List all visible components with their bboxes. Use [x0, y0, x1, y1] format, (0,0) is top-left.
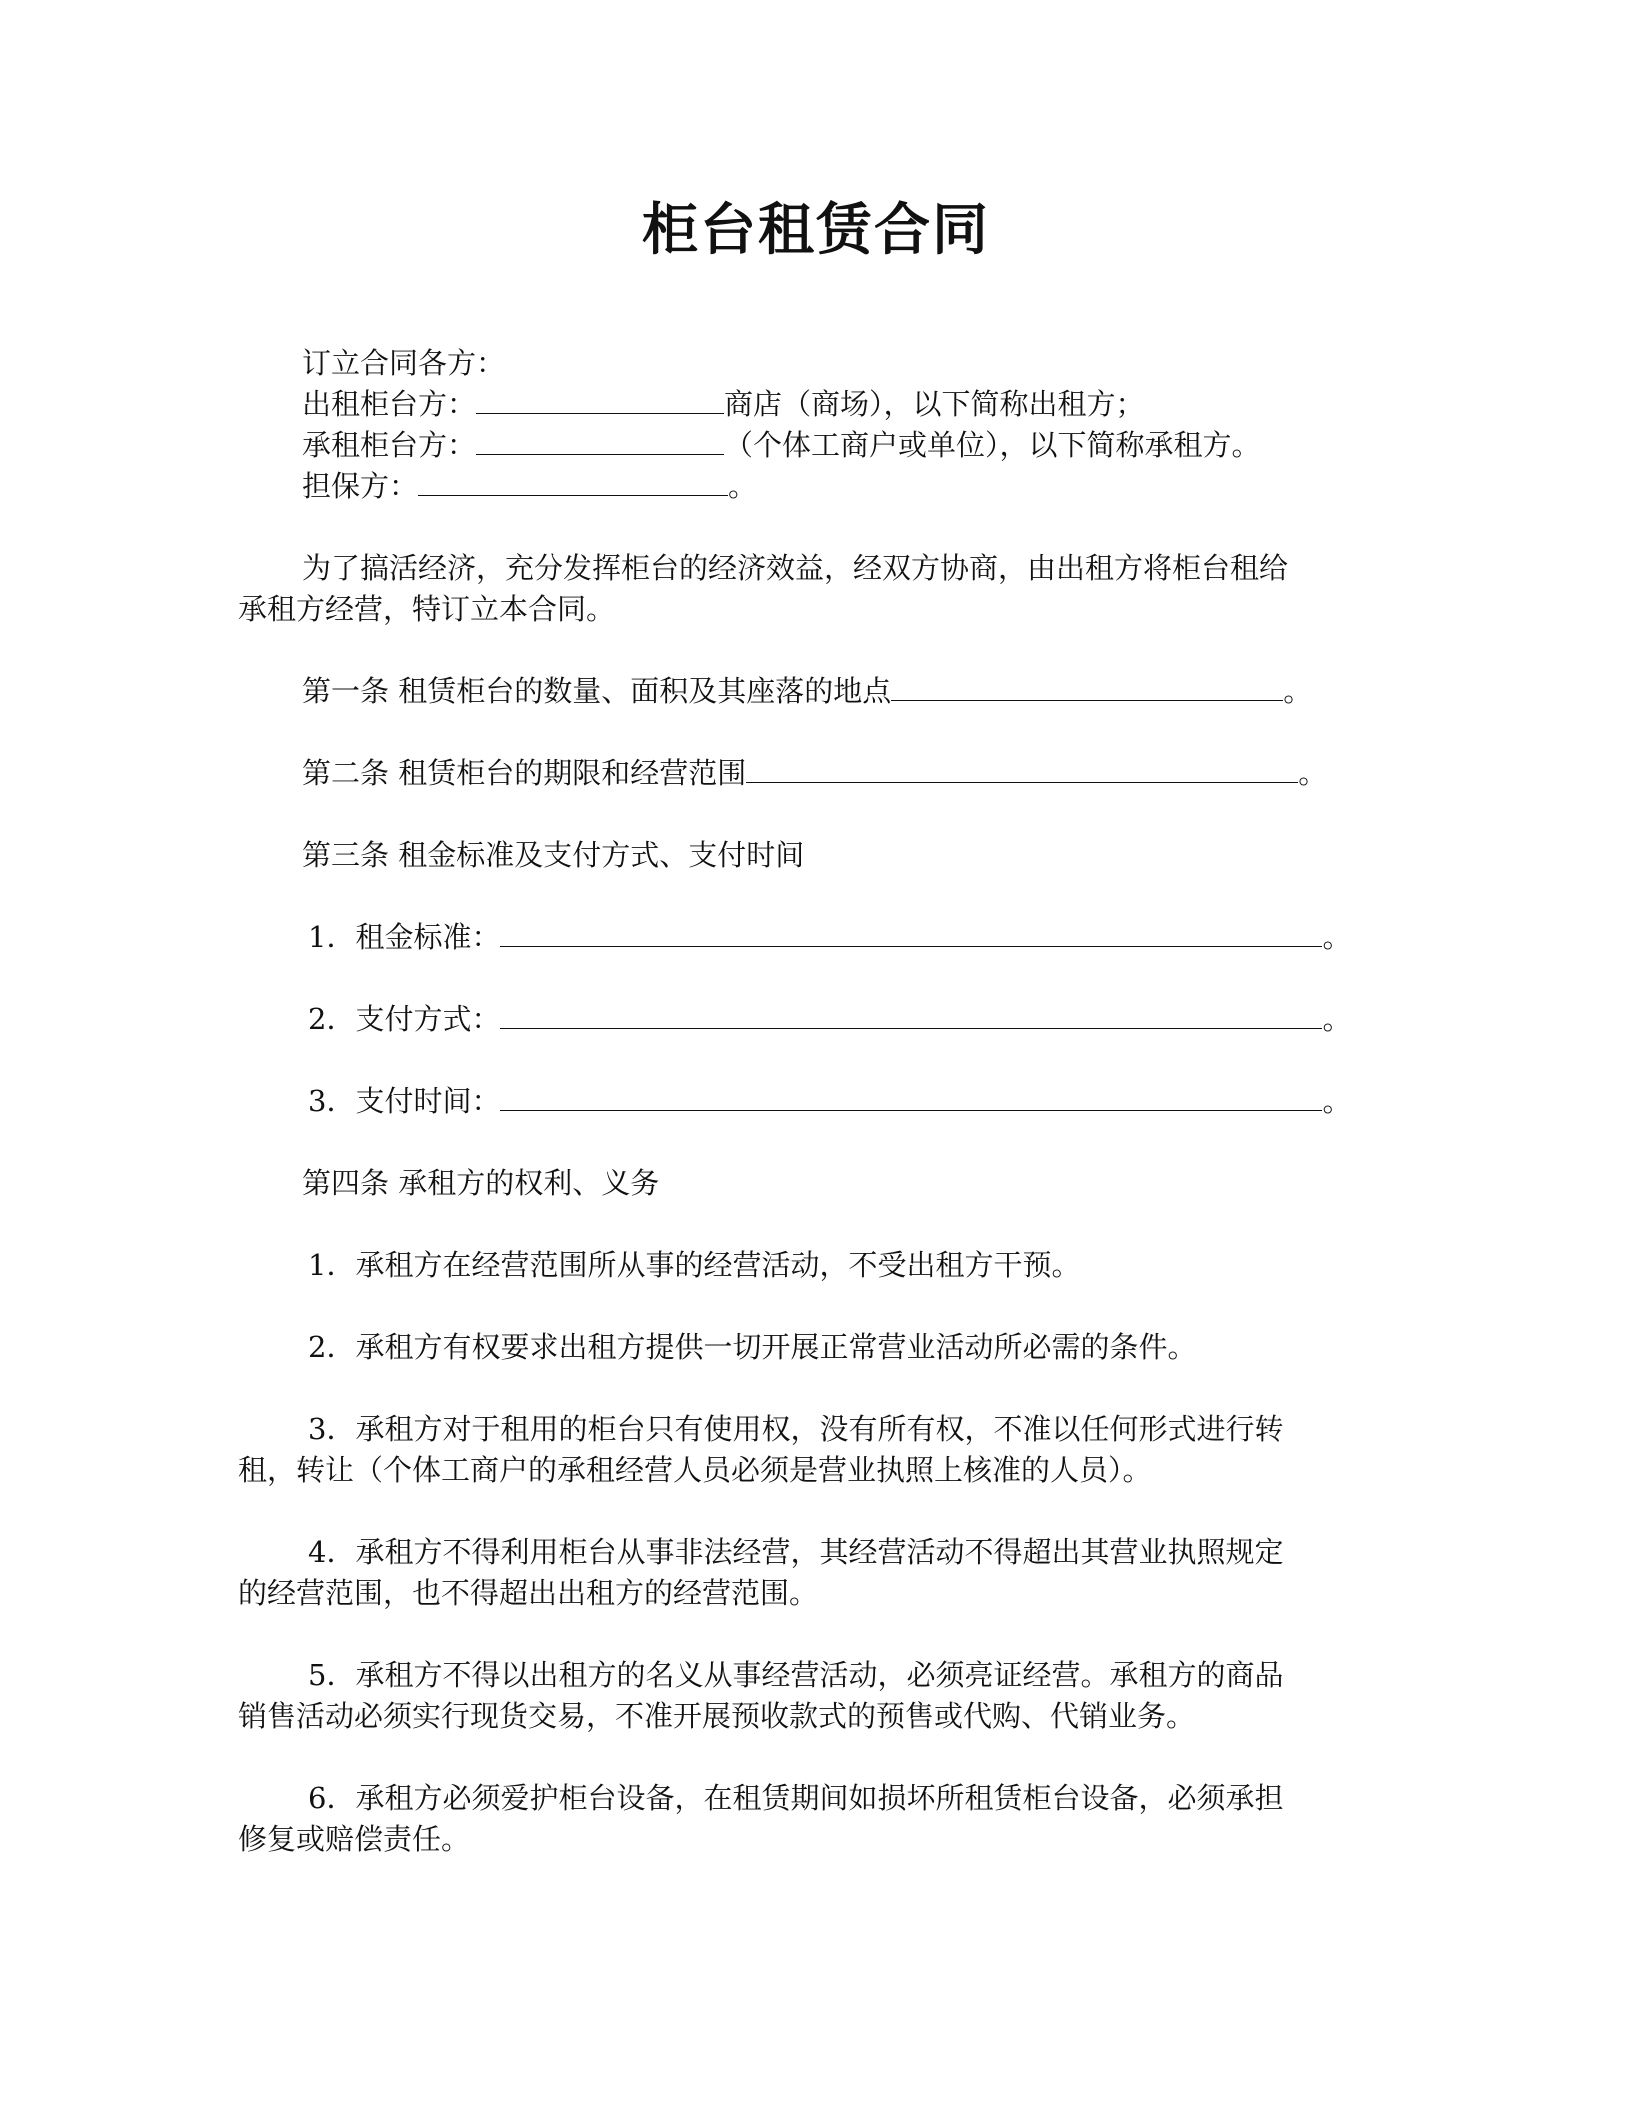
lessor-blank	[476, 385, 724, 414]
guarantor-suffix: 。	[728, 469, 758, 503]
article-4-item-5-line-2: 销售活动必须实行现货交易，不准开展预收款式的预售或代购、代销业务。	[238, 1699, 1196, 1733]
article-2	[302, 753, 1327, 793]
article-4-item-3-line-1: 3．承租方对于租用的柜台只有使用权，没有所有权，不准以任何形式进行转	[308, 1412, 1284, 1446]
article-1-blank	[891, 672, 1283, 701]
article-2-blank	[746, 754, 1298, 783]
article-4-item-2: 2．承租方有权要求出租方提供一切开展正常营业活动所必需的条件。	[308, 1330, 1197, 1364]
lessee-blank	[476, 426, 724, 455]
intro-line-2: 承租方经营，特订立本合同。	[238, 592, 616, 626]
lessor-label: 出租柜台方：	[302, 387, 477, 421]
payment-method-label: 2．支付方式：	[308, 1002, 501, 1036]
article-4-item-3-line-2: 租，转让（个体工商户的承租经营人员必须是营业执照上核准的人员）。	[238, 1453, 1152, 1487]
article-4-item-5-line-1: 5．承租方不得以出租方的名义从事经营活动，必须亮证经营。承租方的商品	[308, 1658, 1284, 1692]
payment-method-blank	[500, 1000, 1322, 1029]
article-3-item-1	[308, 917, 1351, 957]
lessee-suffix: （个体工商户或单位），以下简称承租方。	[724, 428, 1261, 462]
article-1	[302, 671, 1312, 711]
article-3-item-3	[308, 1081, 1351, 1121]
article-4-item-6-line-1: 6．承租方必须爱护柜台设备，在租赁期间如损坏所租赁柜台设备，必须承担	[308, 1781, 1284, 1815]
article-4-item-6-line-2: 修复或赔偿责任。	[238, 1822, 471, 1856]
rent-standard-suffix: 。	[1322, 920, 1352, 954]
rent-standard-blank	[500, 918, 1322, 947]
intro-line-1: 为了搞活经济，充分发挥柜台的经济效益，经双方协商，由出租方将柜台租给	[302, 551, 1289, 585]
article-1-suffix: 。	[1283, 674, 1313, 708]
payment-method-suffix: 。	[1322, 1002, 1352, 1036]
article-4-heading: 第四条 承租方的权利、义务	[302, 1166, 660, 1200]
lessor-line	[302, 384, 1145, 424]
lessee-label: 承租柜台方：	[302, 428, 477, 462]
rent-standard-label: 1．租金标准：	[308, 920, 501, 954]
article-3-item-2	[308, 999, 1351, 1039]
payment-time-label: 3．支付时间：	[308, 1084, 501, 1118]
guarantor-blank	[418, 467, 728, 496]
payment-time-blank	[500, 1082, 1322, 1111]
guarantor-line	[302, 466, 757, 506]
document-title: 柜台租赁合同	[642, 197, 990, 263]
article-2-suffix: 。	[1298, 756, 1328, 790]
article-1-text: 第一条 租赁柜台的数量、面积及其座落的地点	[302, 674, 892, 708]
article-4-item-4-line-2: 的经营范围，也不得超出出租方的经营范围。	[238, 1576, 819, 1610]
payment-time-suffix: 。	[1322, 1084, 1352, 1118]
article-4-item-1: 1．承租方在经营范围所从事的经营活动，不受出租方干预。	[308, 1248, 1081, 1282]
lessee-line	[302, 425, 1261, 465]
guarantor-label: 担保方：	[302, 469, 419, 503]
lessor-suffix: 商店（商场），以下简称出租方；	[724, 387, 1145, 421]
article-3-heading: 第三条 租金标准及支付方式、支付时间	[302, 838, 805, 872]
article-4-item-4-line-1: 4．承租方不得利用柜台从事非法经营，其经营活动不得超出其营业执照规定	[308, 1535, 1284, 1569]
article-2-text: 第二条 租赁柜台的期限和经营范围	[302, 756, 747, 790]
parties-heading: 订立合同各方：	[302, 346, 506, 380]
